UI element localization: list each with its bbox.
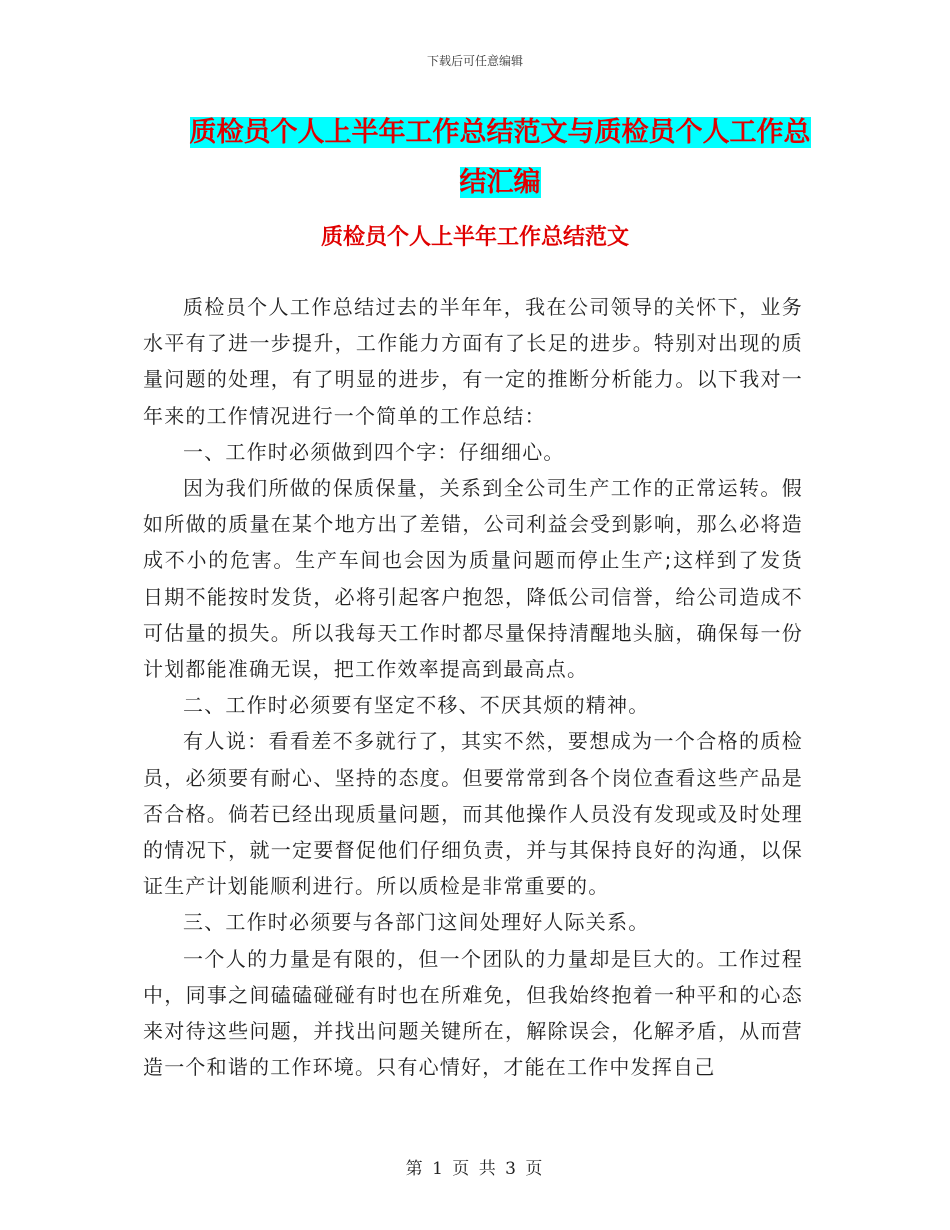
page-number-footer: 第 1 页 共 3 页: [405, 1159, 545, 1179]
header-note: 下载后可任意编辑: [426, 54, 523, 68]
document-title-line-1: 质检员个人上半年工作总结范文与质检员个人工作总: [189, 117, 811, 148]
paragraph-heading: 一、工作时必须做到四个字：仔细细心。: [183, 439, 565, 464]
paragraph: 有人说：看看差不多就行了，其实不然，要想成为一个合格的质检员，必须要有耐心、坚持的态度。但要常常到各个岗位查看这些产品是否合格。倘若已经出现质量问题，而其他操作人员没有发现或及时处理的情况下，就一定要督促他们仔细负责，并与其保持良好的沟通，以保证生产计划能顺利进行。所以质检是非常重要的。: [143, 729, 803, 899]
paragraph: 因为我们所做的保质保量，关系到全公司生产工作的正常运转。假如所做的质量在某个地方出了差错，公司利益会受到影响，那么必将造成不小的危害。生产车间也会因为质量问题而停止生产;这样到了发货日期不能按时发货，必将引起客户抱怨，降低公司信誉，给公司造成不可估量的损失。所以我每天工作时都尽量保持清醒地头脑，确保每一份计划都能准确无误，把工作效率提高到最高点。: [143, 476, 803, 682]
body-text: [143, 289, 803, 1085]
paragraph: 一个人的力量是有限的，但一个团队的力量却是巨大的。工作过程中，同事之间磕磕碰碰有时也在所难免，但我始终抱着一种平和的心态来对待这些问题，并找出问题关键所在，解除误会，化解矛盾，从而营造一个和谐的工作环境。只有心情好，才能在工作中发挥自己: [143, 946, 803, 1080]
section-title: 质检员个人上半年工作总结范文: [320, 225, 629, 250]
paragraph: 质检员个人工作总结过去的半年年，我在公司领导的关怀下，业务水平有了进一步提升，工作能力方面有了长足的进步。特别对出现的质量问题的处理，有了明显的进步，有一定的推断分析能力。以下我对一年来的工作情况进行一个简单的工作总结：: [143, 295, 803, 428]
paragraph-heading: 三、工作时必须要与各部门这间处理好人际关系。: [183, 910, 650, 935]
document-title: [150, 108, 850, 208]
paragraph-heading: 二、工作时必须要有坚定不移、不厌其烦的精神。: [183, 693, 650, 718]
document-title-line-2: 结汇编: [459, 167, 541, 198]
